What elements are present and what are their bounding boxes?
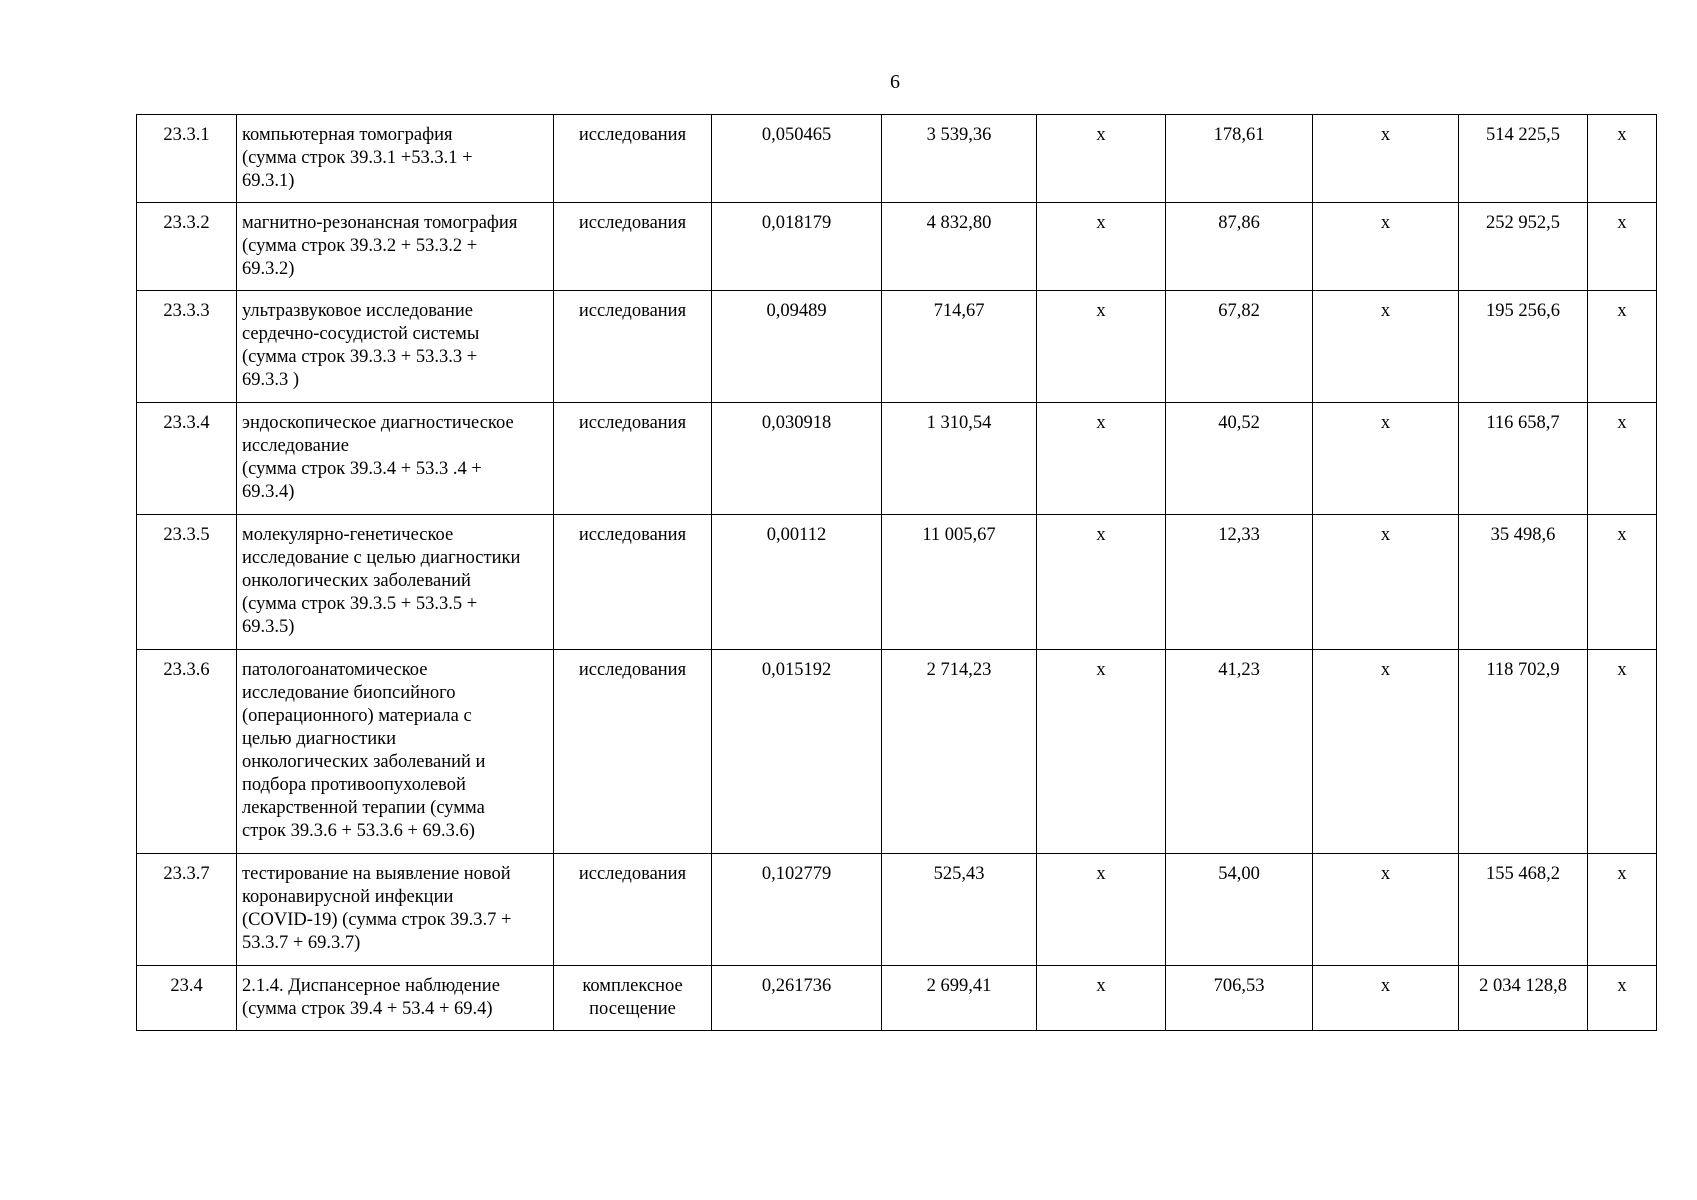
- row-x-marker: х: [1588, 203, 1657, 291]
- row-unit: исследования: [554, 115, 712, 203]
- row-x-marker: х: [1313, 854, 1459, 966]
- row-number: 23.3.1: [137, 115, 237, 203]
- table-row: [137, 854, 1657, 966]
- row-name: ультразвуковое исследование сердечно-сосудистой системы (сумма строк 39.3.3 + 53.3.3 + 69.3.3 ): [237, 291, 554, 403]
- row-per-capita: 40,52: [1166, 403, 1313, 515]
- row-per-capita: 178,61: [1166, 115, 1313, 203]
- row-unit: исследования: [554, 203, 712, 291]
- row-x-marker: х: [1313, 966, 1459, 1031]
- table-row: [137, 291, 1657, 403]
- row-x-marker: х: [1037, 650, 1166, 854]
- row-x-marker: х: [1588, 650, 1657, 854]
- row-number: 23.3.6: [137, 650, 237, 854]
- row-x-marker: х: [1313, 115, 1459, 203]
- row-unit: исследования: [554, 291, 712, 403]
- row-per-capita: 67,82: [1166, 291, 1313, 403]
- row-per-capita: 41,23: [1166, 650, 1313, 854]
- row-total: 252 952,5: [1459, 203, 1588, 291]
- row-x-marker: х: [1037, 966, 1166, 1031]
- row-total: 195 256,6: [1459, 291, 1588, 403]
- row-x-marker: х: [1588, 515, 1657, 650]
- row-number: 23.3.2: [137, 203, 237, 291]
- row-number: 23.3.4: [137, 403, 237, 515]
- row-x-marker: х: [1588, 115, 1657, 203]
- row-cost: 11 005,67: [882, 515, 1037, 650]
- row-name: тестирование на выявление новой коронавирусной инфекции (COVID-19) (сумма строк 39.3.7 + 53.3.7 + 69.3.7): [237, 854, 554, 966]
- row-name: патологоанатомическое исследование биопсийного (операционного) материала с целью диагностики онкологических заболеваний и подбора противоопухолевой лекарственной терапии (сумма строк 39.3.6 + 53.3.6 + 69.3.6): [237, 650, 554, 854]
- row-cost: 525,43: [882, 854, 1037, 966]
- row-x-marker: х: [1037, 515, 1166, 650]
- row-name: эндоскопическое диагностическое исследование (сумма строк 39.3.4 + 53.3 .4 + 69.3.4): [237, 403, 554, 515]
- row-cost: 4 832,80: [882, 203, 1037, 291]
- row-norm: 0,018179: [712, 203, 882, 291]
- row-x-marker: х: [1313, 403, 1459, 515]
- row-unit: исследования: [554, 854, 712, 966]
- row-per-capita: 87,86: [1166, 203, 1313, 291]
- table-row: [137, 966, 1657, 1031]
- row-norm: 0,00112: [712, 515, 882, 650]
- row-name: молекулярно-генетическое исследование с целью диагностики онкологических заболеваний (сумма строк 39.3.5 + 53.3.5 + 69.3.5): [237, 515, 554, 650]
- row-number: 23.3.3: [137, 291, 237, 403]
- row-x-marker: х: [1313, 650, 1459, 854]
- row-name: компьютерная томография (сумма строк 39.3.1 +53.3.1 + 69.3.1): [237, 115, 554, 203]
- row-x-marker: х: [1588, 854, 1657, 966]
- table-row: [137, 115, 1657, 203]
- row-total: 155 468,2: [1459, 854, 1588, 966]
- row-total: 2 034 128,8: [1459, 966, 1588, 1031]
- data-table: [136, 114, 1657, 1031]
- row-total: 514 225,5: [1459, 115, 1588, 203]
- row-name: магнитно-резонансная томография (сумма строк 39.3.2 + 53.3.2 + 69.3.2): [237, 203, 554, 291]
- row-x-marker: х: [1037, 403, 1166, 515]
- row-norm: 0,261736: [712, 966, 882, 1031]
- table-row: [137, 515, 1657, 650]
- row-name: 2.1.4. Диспансерное наблюдение (сумма строк 39.4 + 53.4 + 69.4): [237, 966, 554, 1031]
- row-cost: 2 714,23: [882, 650, 1037, 854]
- row-norm: 0,102779: [712, 854, 882, 966]
- row-cost: 2 699,41: [882, 966, 1037, 1031]
- row-x-marker: х: [1313, 291, 1459, 403]
- row-unit: исследования: [554, 403, 712, 515]
- page-number: 6: [890, 71, 900, 93]
- row-unit: исследования: [554, 650, 712, 854]
- row-number: 23.3.7: [137, 854, 237, 966]
- row-number: 23.3.5: [137, 515, 237, 650]
- row-x-marker: х: [1037, 203, 1166, 291]
- row-per-capita: 12,33: [1166, 515, 1313, 650]
- row-number: 23.4: [137, 966, 237, 1031]
- row-unit: исследования: [554, 515, 712, 650]
- table-row: [137, 203, 1657, 291]
- row-total: 118 702,9: [1459, 650, 1588, 854]
- row-x-marker: х: [1037, 854, 1166, 966]
- row-x-marker: х: [1313, 515, 1459, 650]
- row-cost: 714,67: [882, 291, 1037, 403]
- row-total: 116 658,7: [1459, 403, 1588, 515]
- row-cost: 1 310,54: [882, 403, 1037, 515]
- row-per-capita: 706,53: [1166, 966, 1313, 1031]
- row-unit: комплексное посещение: [554, 966, 712, 1031]
- row-x-marker: х: [1037, 291, 1166, 403]
- row-x-marker: х: [1588, 291, 1657, 403]
- row-norm: 0,030918: [712, 403, 882, 515]
- row-per-capita: 54,00: [1166, 854, 1313, 966]
- row-x-marker: х: [1588, 403, 1657, 515]
- row-x-marker: х: [1588, 966, 1657, 1031]
- row-x-marker: х: [1313, 203, 1459, 291]
- row-total: 35 498,6: [1459, 515, 1588, 650]
- row-norm: 0,015192: [712, 650, 882, 854]
- row-norm: 0,050465: [712, 115, 882, 203]
- row-cost: 3 539,36: [882, 115, 1037, 203]
- row-x-marker: х: [1037, 115, 1166, 203]
- table-row: [137, 403, 1657, 515]
- table-row: [137, 650, 1657, 854]
- row-norm: 0,09489: [712, 291, 882, 403]
